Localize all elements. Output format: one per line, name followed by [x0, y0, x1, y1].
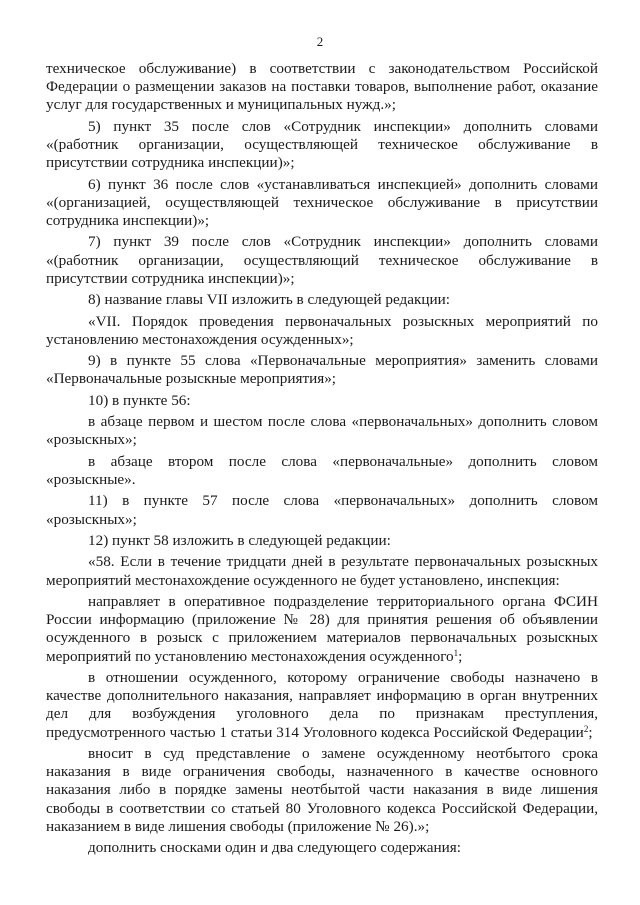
paragraph-item-10-sub-2: в абзаце втором после слова «первоначальные» дополнить словом «розыскные».	[46, 452, 598, 488]
footnote-marker: 2	[583, 723, 589, 734]
paragraph-item-10-sub-1: в абзаце первом и шестом после слова «первоначальных» дополнить словом «розыскных»;	[46, 413, 598, 449]
paragraph-point-58-sub-3: вносит в суд представление о замене осужденному неотбытого срока наказания в виде ограничения свободы, назначенного в качестве основного наказания либо в порядке замены неотбытой части наказания в виде лишения свободы в соответствии со статьей 80 Уголовного кодекса Российской Федерации, наказанием в виде лишения свободы (приложение № 26).»;	[46, 744, 598, 835]
paragraph-item-7: 7) пункт 39 после слов «Сотрудник инспекции» дополнить словами «(работник организации, осуществляющий техническое обслуживание в присутствии сотрудника инспекции)»;	[46, 233, 598, 287]
paragraph-chapter-title: «VII. Порядок проведения первоначальных розыскных мероприятий по установлению местонахождения осужденных»;	[46, 312, 598, 348]
document-body	[46, 60, 598, 861]
page-number: 2	[316, 34, 324, 49]
paragraph-tail: ;	[458, 647, 463, 665]
paragraph-text: направляет в оперативное подразделение территориального органа ФСИН России информацию (приложение № 28) для принятия решения об объявлении осужденного в розыск с приложением материалов первоначальных розыскных мероприятий по установлению местонахождения осужденного	[46, 592, 598, 665]
paragraph-item-11: 11) в пункте 57 после слова «первоначальных» дополнить словом «розыскных»;	[46, 492, 598, 528]
paragraph-item-9: 9) в пункте 55 слова «Первоначальные мероприятия» заменить словами «Первоначальные розыскные мероприятия»;	[46, 352, 598, 388]
paragraph-footnotes-intro: дополнить сносками один и два следующего содержания:	[88, 839, 461, 857]
paragraph-item-8: 8) название главы VII изложить в следующей редакции:	[88, 291, 450, 309]
paragraph-item-12: 12) пункт 58 изложить в следующей редакции:	[88, 531, 391, 549]
paragraph-point-58-sub-2	[46, 669, 598, 742]
paragraph-continuation: техническое обслуживание) в соответствии с законодательством Российской Федерации о размещении заказов на поставки товаров, выполнение работ, оказание услуг для государственных и муниципальных нужд.»;	[46, 60, 598, 114]
paragraph-item-5: 5) пункт 35 после слов «Сотрудник инспекции» дополнить словами «(работник организации, осуществляющей техническое обслуживание в присутствии сотрудника инспекции)»;	[46, 117, 598, 172]
paragraph-text: в отношении осужденного, которому ограничение свободы назначено в качестве дополнительного наказания, направляет информацию в орган внутренних дел для возбуждения уголовного дела по признакам преступления, предусмотренного частью 1 статьи 314 Уголовного кодекса Российской Федерации	[46, 668, 598, 741]
paragraph-item-6: 6) пункт 36 после слов «устанавливаться инспекцией» дополнить словами «(организацией, осуществляющей техническое обслуживание в присутствии сотрудника инспекции)»;	[46, 175, 598, 229]
footnote-marker: 1	[453, 647, 459, 658]
paragraph-point-58: «58. Если в течение тридцати дней в результате первоначальных розыскных мероприятий местонахождение осужденного не будет установлено, инспекция:	[46, 553, 598, 589]
paragraph-item-10: 10) в пункте 56:	[88, 391, 191, 409]
paragraph-tail: ;	[588, 723, 593, 741]
paragraph-point-58-sub-1	[46, 593, 598, 666]
